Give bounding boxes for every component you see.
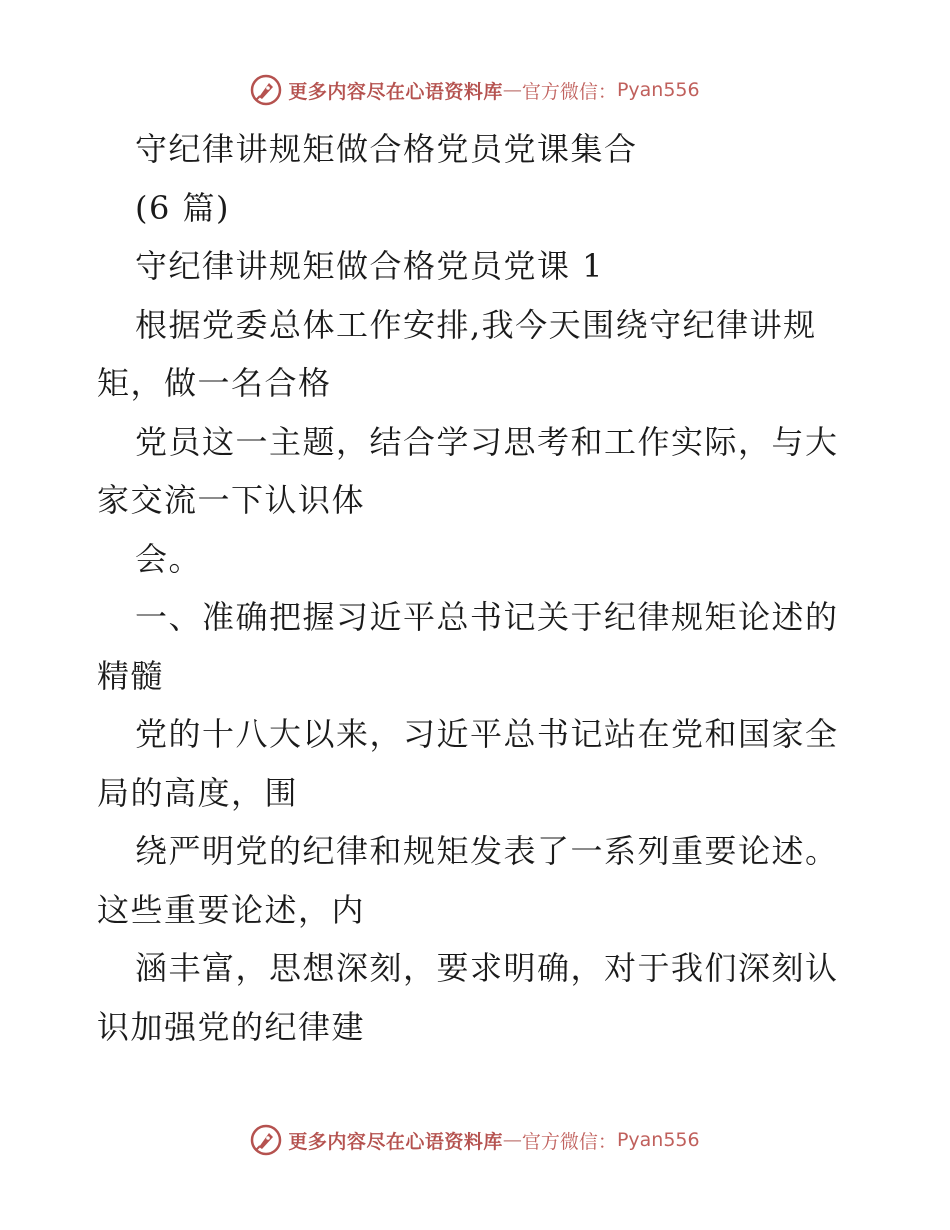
banner-wechat-label: 官方微信：	[521, 1130, 617, 1153]
document-body	[97, 120, 857, 1056]
paragraph-line: 会。	[135, 539, 203, 578]
section-heading: 守纪律讲规矩做合格党员党课 1	[135, 247, 605, 285]
paragraph-line: 家交流一下认识体	[97, 481, 366, 519]
doc-title: 守纪律讲规矩做合格党员党课集合	[135, 130, 638, 168]
pen-nib-logo-icon	[250, 74, 282, 106]
banner-site-text: 更多内容尽在心语资料库	[288, 1130, 503, 1153]
banner-wechat-id: Pyan556	[616, 79, 700, 101]
pen-nib-logo-icon	[250, 1124, 282, 1156]
doc-subtitle: (6 篇)	[135, 188, 231, 227]
paragraph-line: 根据党委总体工作安排,我今天围绕守纪律讲规	[135, 305, 817, 344]
paragraph-heading: 精髓	[97, 656, 165, 695]
banner-dash: —	[502, 1129, 522, 1151]
paragraph-line: 党的十八大以来，习近平总书记站在党和国家全	[135, 715, 839, 753]
paragraph-line: 涵丰富，思想深刻，要求明确，对于我们深刻认	[135, 949, 839, 987]
banner-wechat-label: 官方微信：	[521, 80, 617, 103]
banner-dash: —	[502, 79, 522, 101]
paragraph-line: 识加强党的纪律建	[97, 1007, 366, 1046]
paragraph-line: 局的高度，围	[97, 773, 299, 812]
paragraph-line: 绕严明党的纪律和规矩发表了一系列重要论述。	[135, 832, 839, 870]
header-watermark-banner	[0, 70, 950, 110]
banner-site-text: 更多内容尽在心语资料库	[288, 80, 503, 103]
footer-watermark-banner	[0, 1120, 950, 1160]
paragraph-heading: 一、准确把握习近平总书记关于纪律规矩论述的	[135, 598, 839, 636]
banner-wechat-id: Pyan556	[616, 1129, 700, 1151]
paragraph-line: 党员这一主题，结合学习思考和工作实际，与大	[135, 422, 839, 461]
paragraph-line: 矩，做一名合格	[97, 364, 332, 402]
paragraph-line: 这些重要论述，内	[97, 890, 366, 929]
